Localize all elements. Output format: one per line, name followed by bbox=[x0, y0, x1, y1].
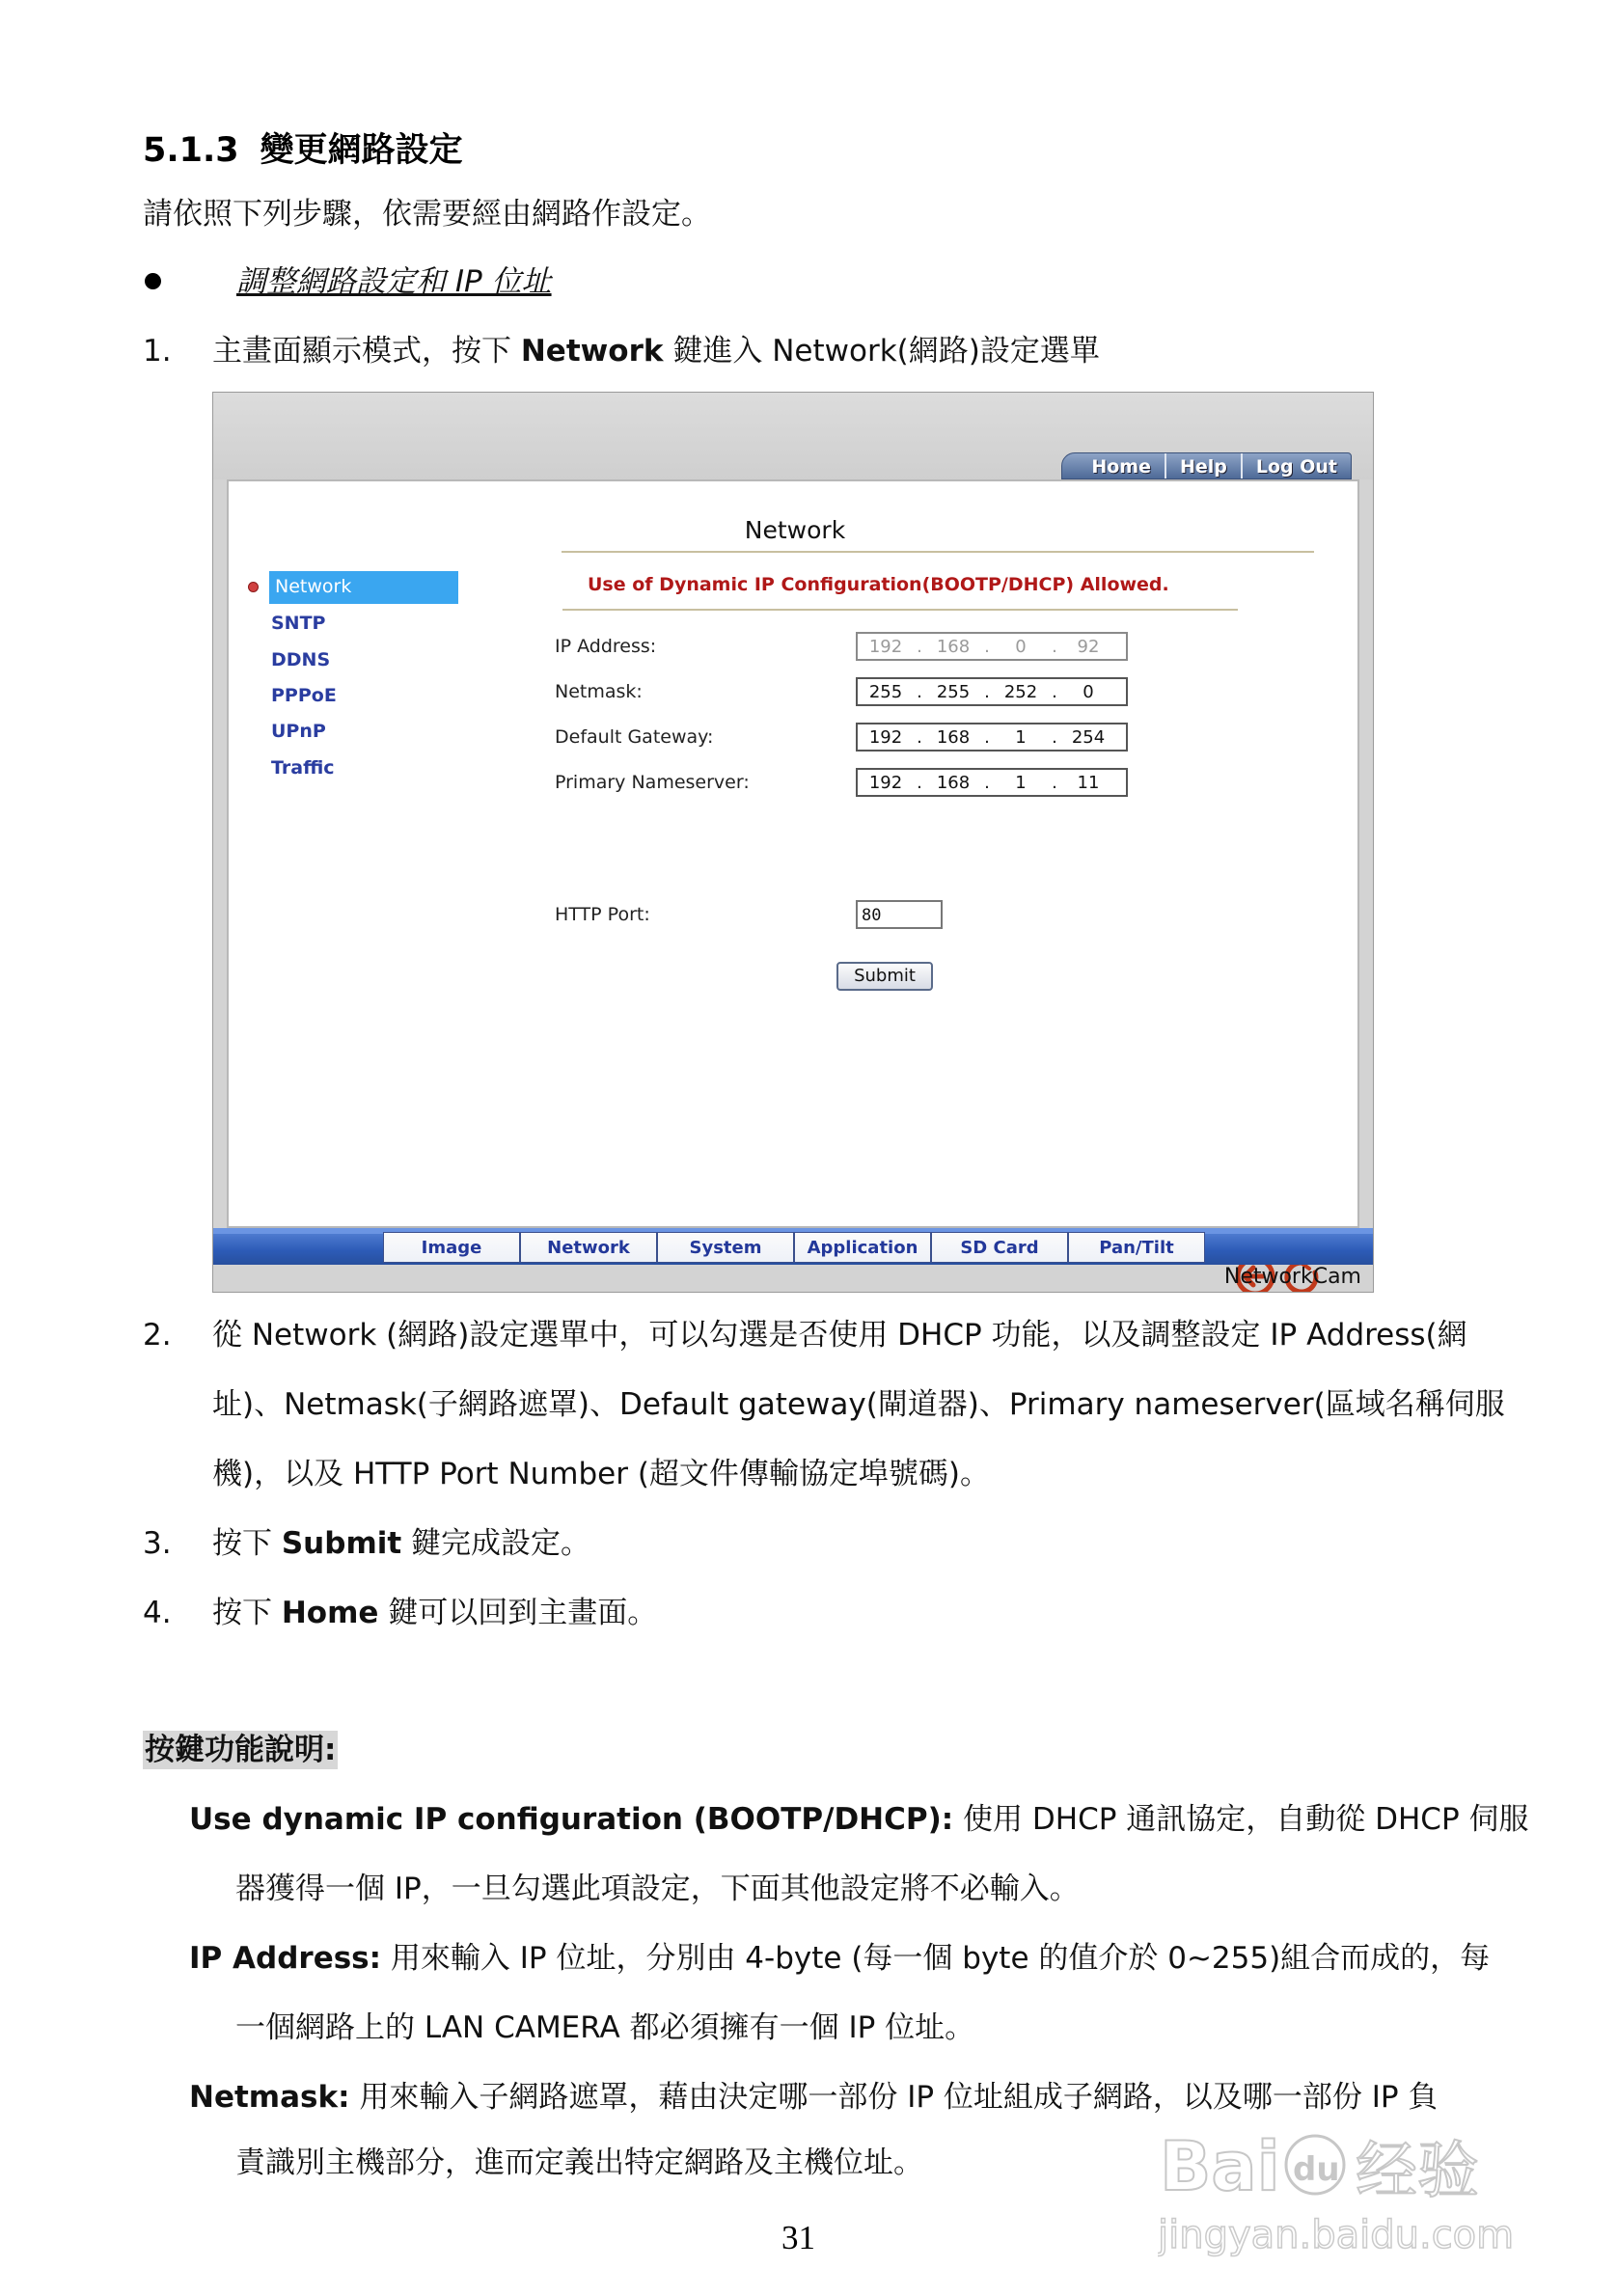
http-port-label: HTTP Port: bbox=[555, 904, 650, 925]
settings-panel bbox=[227, 479, 1359, 1228]
ip-address-field[interactable]: 192 . 168 . 0 . 92 bbox=[856, 632, 1128, 661]
home-button[interactable]: Home bbox=[1091, 456, 1151, 478]
tab-sd-card[interactable]: SD Card bbox=[931, 1232, 1068, 1263]
bullet-dot bbox=[145, 273, 161, 289]
gateway-label: Default Gateway: bbox=[555, 726, 714, 748]
step-text-line: 從 Network (網路)設定選單中，可以勾選是否使用 DHCP 功能，以及調整設定 IP Address(網 bbox=[212, 1318, 1467, 1353]
brand-label: NetworkCam bbox=[1223, 1265, 1361, 1289]
bullet-heading: 調整網路設定和 IP 位址 bbox=[236, 264, 552, 299]
svg-text:du: du bbox=[1293, 2150, 1340, 2189]
ip-address-label: IP Address: bbox=[555, 636, 657, 657]
sidebar-item-label: Network bbox=[275, 576, 352, 597]
netmask-field[interactable]: 255 . 255 . 252 . 0 bbox=[856, 677, 1128, 706]
tab-application[interactable]: Application bbox=[794, 1232, 931, 1263]
definition-term: IP Address: bbox=[189, 1941, 382, 1976]
dhcp-option[interactable]: Use of Dynamic IP Configuration(BOOTP/DHCP) Allowed. bbox=[588, 574, 1169, 595]
panel-title: Network bbox=[744, 516, 846, 544]
network-settings-screenshot bbox=[212, 392, 1374, 1293]
help-button[interactable]: Help bbox=[1165, 453, 1241, 478]
tab-network[interactable]: Network bbox=[520, 1232, 657, 1263]
tab-system[interactable]: System bbox=[657, 1232, 794, 1263]
definition-dhcp: Use dynamic IP configuration (BOOTP/DHCP): 使用 DHCP 通訊協定，自動從 DHCP 伺服 bbox=[189, 1802, 1529, 1837]
gateway-field[interactable]: 192 . 168 . 1 . 254 bbox=[856, 723, 1128, 752]
selected-bullet-icon bbox=[248, 582, 259, 592]
step-number: 4. bbox=[143, 1596, 172, 1630]
intro-text: 請依照下列步驟，依需要經由網路作設定。 bbox=[143, 197, 711, 232]
submit-button[interactable]: Submit bbox=[836, 962, 933, 991]
step-text-line: 機)，以及 HTTP Port Number (超文件傳輸協定埠號碼)。 bbox=[212, 1457, 991, 1491]
definition-term: Use dynamic IP configuration (BOOTP/DHCP): bbox=[189, 1802, 954, 1837]
netmask-label: Netmask: bbox=[555, 681, 643, 702]
step-number: 1. bbox=[143, 334, 172, 369]
definition-line: 一個網路上的 LAN CAMERA 都必須擁有一個 IP 位址。 bbox=[235, 2010, 975, 2045]
top-nav bbox=[1061, 452, 1352, 479]
page-number: 31 bbox=[781, 2219, 815, 2256]
nameserver-field[interactable]: 192 . 168 . 1 . 11 bbox=[856, 768, 1128, 797]
step-text: 主畫面顯示模式，按下 Network 鍵進入 Network(網路)設定選單 bbox=[212, 334, 1100, 369]
step-text: 按下 Submit 鍵完成設定。 bbox=[212, 1526, 591, 1561]
nameserver-label: Primary Nameserver: bbox=[555, 772, 750, 793]
definition-ip-address: IP Address: 用來輸入 IP 位址，分別由 4-byte (每一個 byte 的值介於 0~255)組合而成的，每 bbox=[189, 1941, 1491, 1976]
step-text-line: 址)、Netmask(子網路遮罩)、Default gateway(閘道器)、Primary nameserver(區域名稱伺服 bbox=[212, 1387, 1505, 1422]
definition-line: 責識別主機部分，進而定義出特定網路及主機位址。 bbox=[235, 2146, 923, 2180]
section-heading bbox=[143, 123, 463, 172]
step-number: 2. bbox=[143, 1318, 172, 1353]
definition-term: Netmask: bbox=[189, 2080, 350, 2115]
step-keyword: Submit bbox=[281, 1526, 402, 1561]
sidebar-item-pppoe[interactable]: PPPoE bbox=[271, 685, 337, 706]
http-port-field[interactable]: 80 bbox=[856, 900, 943, 929]
sidebar-item-upnp[interactable]: UPnP bbox=[271, 721, 326, 742]
form-divider bbox=[562, 609, 1238, 611]
bottom-tab-bar bbox=[213, 1228, 1374, 1265]
tab-image[interactable]: Image bbox=[383, 1232, 520, 1263]
logout-button[interactable]: Log Out bbox=[1241, 453, 1351, 478]
baidu-jingyan-watermark-logo bbox=[1158, 2113, 1524, 2257]
sidebar-item-traffic[interactable]: Traffic bbox=[271, 757, 335, 779]
section-title: 變更網路設定 bbox=[260, 131, 463, 170]
svg-text:经验: 经验 bbox=[1356, 2136, 1479, 2207]
tab-pan-tilt[interactable]: Pan/Tilt bbox=[1068, 1232, 1205, 1263]
sidebar-item-sntp[interactable]: SNTP bbox=[271, 613, 326, 634]
step-keyword: Home bbox=[281, 1596, 379, 1630]
step-text: 按下 Home 鍵可以回到主畫面。 bbox=[212, 1596, 658, 1630]
definition-line: 器獲得一個 IP，一旦勾選此項設定，下面其他設定將不必輸入。 bbox=[235, 1872, 1080, 1906]
step-number: 3. bbox=[143, 1526, 172, 1561]
title-divider bbox=[562, 551, 1314, 553]
step-keyword: Network bbox=[520, 334, 664, 369]
svg-text:Bai: Bai bbox=[1160, 2127, 1280, 2206]
svg-text:jingyan.baidu.com: jingyan.baidu.com bbox=[1158, 2213, 1515, 2257]
sidebar-item-ddns[interactable]: DDNS bbox=[271, 649, 331, 670]
definition-netmask: Netmask: 用來輸入子網路遮罩，藉由決定哪一部份 IP 位址組成子網路，以及哪一部份 IP 負 bbox=[189, 2080, 1439, 2115]
key-functions-heading: 按鍵功能說明: bbox=[145, 1733, 337, 1767]
section-number: 5.1.3 bbox=[143, 131, 239, 170]
